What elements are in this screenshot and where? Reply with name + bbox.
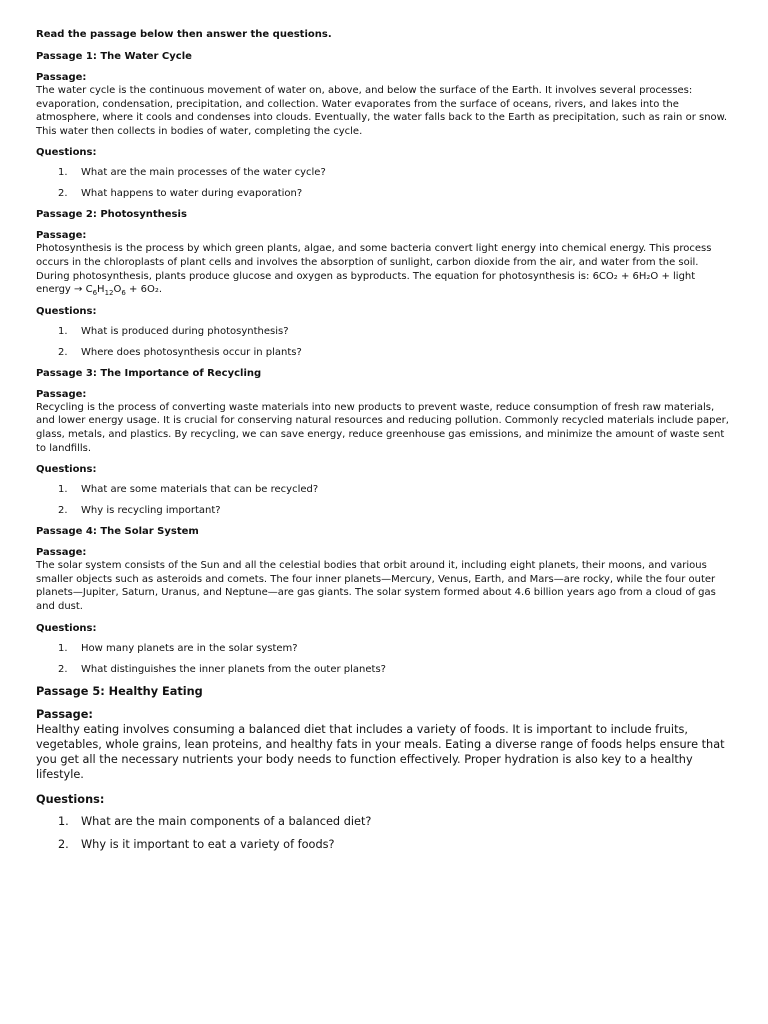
questions-label: Questions: [36, 792, 105, 806]
passage-water-cycle [36, 50, 732, 200]
question-list [36, 325, 732, 359]
question-item [36, 837, 732, 852]
passage-label: Passage: [36, 72, 87, 83]
passage-text: Recycling is the process of converting waste materials into new products to prevent waste, reduce consumption of fresh raw materials, and lower energy usage. It is crucial for conserving natural resources and reducing pollution. Commonly recycled materials include paper, glass, metals, and plastics. By recycling, we can save energy, reduce greenhouse gas emissions, and minimize the amount of waste sent to landfills. [36, 401, 729, 454]
questions-label: Questions: [36, 305, 97, 317]
passage-text: The solar system consists of the Sun and all the celestial bodies that orbit around it, including eight planets, their moons, and various smaller objects such as asteroids and comets. The four inner planets—Mercury, Venus, Earth, and Mars—are rocky, while the four outer planets—Jupiter, Saturn, Uranus, and Neptune—are gas giants. The solar system formed about 4.6 billion years ago from a cloud of gas and dust. [36, 560, 716, 612]
passage-title: Passage 2: Photosynthesis [36, 209, 187, 221]
question-number: 1. [58, 814, 69, 828]
worksheet-instructions: Read the passage below then answer the questions. [36, 29, 332, 40]
question-item [36, 325, 732, 338]
question-number: 2. [58, 837, 69, 851]
passage-label: Passage: [36, 707, 93, 721]
question-text: What are the main components of a balanced diet? [81, 814, 372, 828]
question-number: 2. [58, 188, 68, 200]
question-list [36, 166, 732, 200]
passage-text: Healthy eating involves consuming a balanced diet that includes a variety of foods. It is important to include fruits, vegetables, whole grains, lean proteins, and healthy fats in your meals. Eating a diverse range of foods helps ensure that you get all the necessary nutrients your body needs to function effectively. Proper hydration is also key to a healthy lifestyle. [36, 722, 725, 782]
question-item [36, 346, 732, 359]
question-item [36, 814, 732, 829]
equation-product: $C_6H_{12}O_6$ [85, 284, 126, 298]
question-list [36, 483, 732, 517]
questions-label: Questions: [36, 147, 97, 159]
question-number: 2. [58, 663, 68, 675]
passage-title: Passage 5: Healthy Eating [36, 684, 203, 698]
passage-label: Passage: [36, 230, 87, 242]
passage-label: Passage: [36, 388, 87, 400]
passage-solar-system [36, 525, 732, 675]
passage-label: Passage: [36, 547, 87, 559]
question-text: What are some materials that can be recycled? [81, 484, 319, 496]
question-number: 1. [58, 325, 68, 337]
passage-recycling [36, 367, 732, 517]
question-item [36, 187, 732, 200]
passage-text [36, 242, 732, 296]
question-number: 1. [58, 642, 68, 654]
question-item [36, 663, 732, 676]
question-item [36, 166, 732, 179]
question-text: Why is it important to eat a variety of foods? [81, 837, 335, 851]
question-number: 2. [58, 505, 68, 517]
passage-text-main: Photosynthesis is the process by which green plants, algae, and some bacteria convert light energy into chemical energy. This process occurs in the chloroplasts of plant cells and involves the absorption of sunlight, carbon dioxide from the air, and water from the soil. During photosynthesis, plants produce glucose and oxygen as byproducts. The equation for photosynthesis is: 6CO₂ + 6H₂O + light energy → [36, 243, 712, 296]
question-item [36, 504, 732, 517]
passage-title: Passage 4: The Solar System [36, 526, 199, 538]
passage-title: Passage 3: The Importance of Recycling [36, 367, 262, 379]
question-item [36, 642, 732, 655]
question-text: Why is recycling important? [81, 505, 221, 517]
question-text: What are the main processes of the water cycle? [81, 167, 326, 179]
questions-label: Questions: [36, 464, 97, 476]
passage-healthy-eating [36, 684, 732, 852]
question-text: How many planets are in the solar system? [81, 642, 298, 654]
question-text: What distinguishes the inner planets from the outer planets? [81, 663, 386, 675]
question-item [36, 483, 732, 496]
passage-text: The water cycle is the continuous movement of water on, above, and below the surface of the Earth. It involves several processes: evaporation, condensation, precipitation, and collection. Water evaporates from the surface of oceans, rivers, and lakes into the atmosphere, where it cools and condenses into clouds. Eventually, the water falls back to the Earth as precipitation, such as rain or snow. This water then collects in bodies of water, completing the cycle. [36, 85, 728, 137]
question-text: Where does photosynthesis occur in plants? [81, 346, 302, 358]
question-text: What happens to water during evaporation? [81, 188, 303, 200]
passage-title: Passage 1: The Water Cycle [36, 51, 192, 62]
question-number: 1. [58, 484, 68, 496]
equation-tail: + 6O₂. [125, 284, 163, 296]
question-text: What is produced during photosynthesis? [81, 325, 289, 337]
passage-photosynthesis [36, 208, 732, 358]
question-number: 2. [58, 346, 68, 358]
question-list [36, 814, 732, 852]
questions-label: Questions: [36, 622, 97, 634]
question-list [36, 642, 732, 676]
question-number: 1. [58, 167, 68, 179]
